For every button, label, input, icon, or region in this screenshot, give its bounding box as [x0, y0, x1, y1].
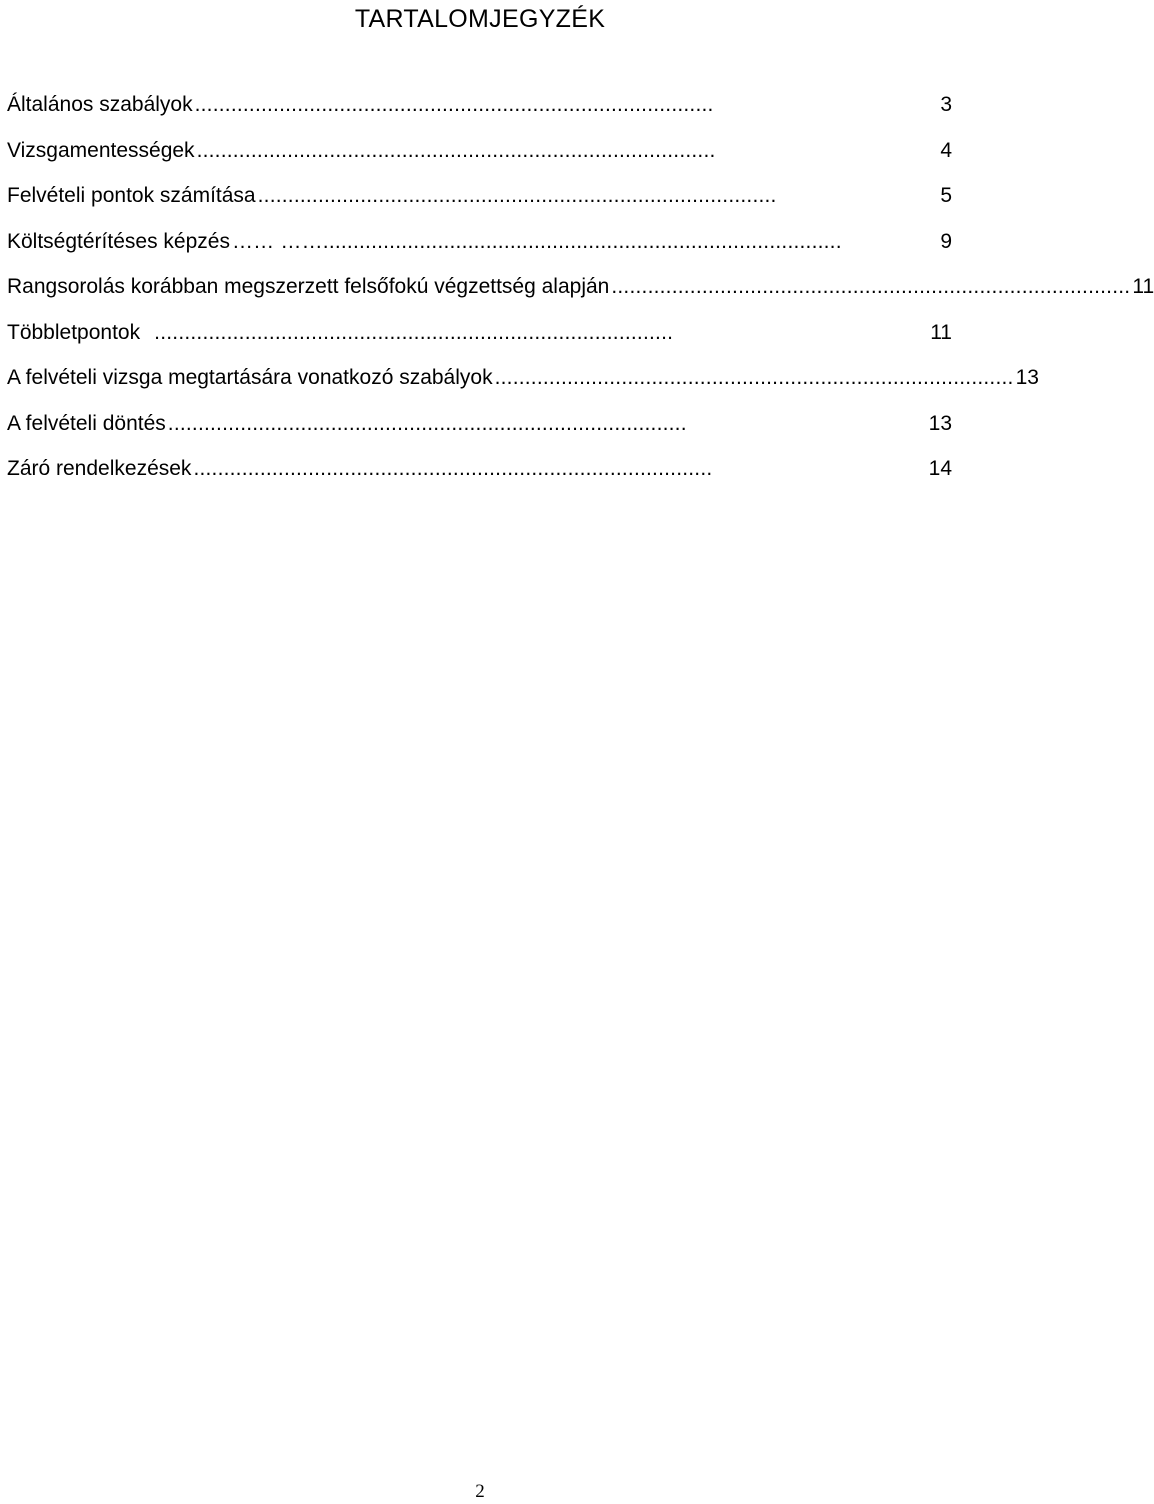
toc-entry-label: Többletpontok — [7, 320, 141, 344]
toc-dot-leader: ...................................................................................... — [194, 93, 714, 116]
toc-entry-felveteli-pontok[interactable] — [7, 179, 952, 225]
toc-page-number: 4 — [940, 138, 952, 162]
toc-entry-vizsgamentessegek[interactable] — [7, 134, 952, 180]
toc-entry-koltsegteriteses-kepzes[interactable] — [7, 225, 952, 271]
toc-dot-leader: ...................................................................................... — [167, 411, 687, 435]
page-number: 2 — [475, 1481, 485, 1502]
toc-entry-felveteli-dontes[interactable] — [7, 407, 952, 453]
toc-dot-leader: ...................................................................................... — [196, 138, 716, 162]
toc-dot-leader: ...................................................................................... — [494, 366, 1014, 389]
toc-page-number: 13 — [928, 411, 952, 435]
toc-entry-label: Felvételi pontok számítása — [7, 184, 256, 207]
toc-entry-altalanos-szabalyok[interactable] — [7, 88, 952, 134]
toc-dot-leader: ...................................................................................... — [611, 275, 1131, 298]
toc-dot-leader: ...................................................................................... — [193, 457, 713, 480]
toc-page-number: 3 — [940, 93, 952, 116]
toc-entry-felveteli-vizsga[interactable] — [7, 361, 1039, 407]
toc-entry-label: Záró rendelkezések — [7, 457, 192, 480]
toc-entry-label: A felvételi vizsga megtartására vonatkozó szabályok — [7, 366, 493, 389]
toc-entry-rangsorolas[interactable] — [7, 270, 1154, 316]
toc-entry-zaro-rendelkezesek[interactable] — [7, 452, 952, 498]
toc-page-number: 5 — [940, 184, 952, 207]
toc-dot-leader: ...................................................................................... — [142, 320, 674, 344]
page-title: TARTALOMJEGYZÉK — [354, 5, 606, 33]
toc-page-number: 11 — [930, 320, 952, 344]
toc-entry-label: Általános szabályok — [7, 93, 193, 116]
toc-page-number: 9 — [940, 229, 952, 253]
toc-entry-label: Költségtérítéses képzés — [7, 229, 230, 253]
toc-page-number: 14 — [928, 457, 952, 480]
toc-page-number: 11 — [1132, 275, 1154, 298]
toc-dot-leader: ...................................................................................... — [257, 184, 777, 207]
toc-entry-label: Vizsgamentességek — [7, 138, 195, 162]
toc-entry-tobbletpontok[interactable] — [7, 316, 952, 362]
table-of-contents — [7, 88, 1154, 498]
toc-dot-leader: …… ……...................................................................................... — [231, 229, 842, 253]
toc-entry-label: A felvételi döntés — [7, 411, 166, 435]
toc-entry-label: Rangsorolás korábban megszerzett felsőfokú végzettség alapján — [7, 275, 610, 298]
toc-page-number: 13 — [1015, 366, 1039, 389]
